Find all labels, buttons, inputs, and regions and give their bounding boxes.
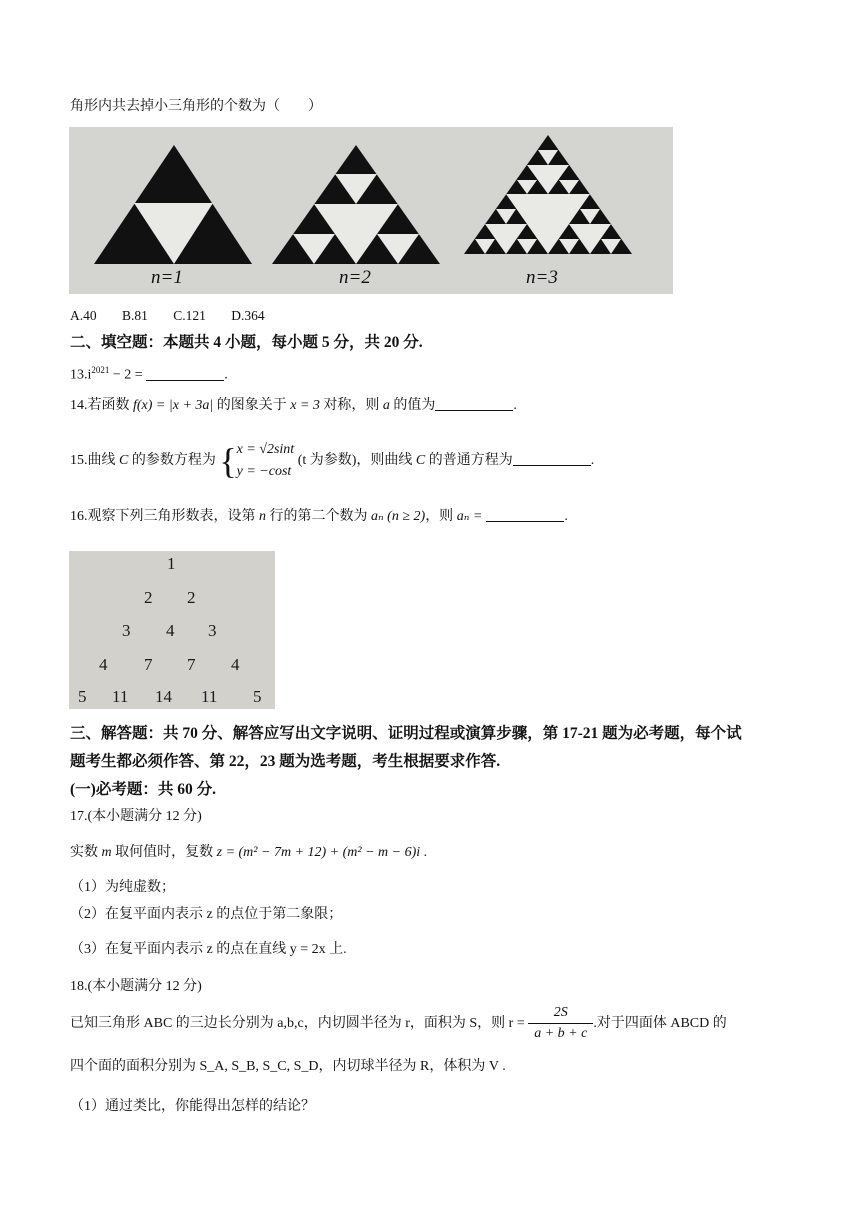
q18-frac-den: a + b + c [534,1026,588,1042]
q14-mid: 的图象关于 [213,398,291,413]
q14-prefix: 14.若函数 [70,398,133,413]
q16-an2: aₙ = [456,509,483,524]
option-b: B.81 [122,308,148,323]
q14-f: f [133,398,137,413]
q15-mid2: ，则曲线 [356,453,416,469]
q18-line1 [70,1003,727,1045]
q17-stem-mid: 取何值时，复数 [111,845,217,860]
q15-param: (t 为参数) [297,453,357,469]
q15-C2: C [415,453,426,469]
q16-answer-blank[interactable] [486,507,564,522]
q15-brace: { [219,441,237,481]
q16-end: . [564,509,568,524]
q14-var: a [382,398,390,413]
q13-number: 13. [70,367,88,383]
section3-header-line1: 三、解答题：共 70 分、解答应写出文字说明、证明过程或演算步骤，第 17-21 题为必考题，每个试 [70,725,742,742]
table-cell: 4 [231,655,240,674]
option-d: D.364 [231,308,265,323]
q14: 14.若函数 f(x) = |x + 3a| 的图象关于 x = 3 对称，则 a 的值为 . [70,398,517,413]
table-cell: 4 [99,655,108,674]
q17-m: m [101,845,112,860]
q18-line1-b: .对于四面体 ABCD 的 [593,1016,727,1031]
triangle-n1 [94,145,252,264]
table-cell: 5 [78,687,87,706]
q18-fraction [528,1003,593,1044]
q17-part2: （2）在复平面内表示 z 的点位于第二象限； [70,907,343,922]
q13-rest: − 2 = [109,367,147,383]
q15-eq2: y = −cost [236,464,292,479]
q17-part3: （3）在复平面内表示 z 的点在直线 y = 2x 上. [70,942,347,957]
table-cell: 7 [144,655,153,674]
sierpinski-figure [69,127,673,294]
q18-line1-a: 已知三角形 ABC 的三边长分别为 a,b,c，内切圆半径为 r，面积为 S，则 r = [70,1016,525,1031]
q16 [70,507,568,527]
number-triangle-photo [69,551,275,709]
q17-stem [70,843,427,863]
q13-exponent: 2021 [91,365,110,375]
q17-part1: （1）为纯虚数； [70,880,175,895]
q17-expression: z = (m² − 7m + 12) + (m² − m − 6)i [216,845,421,860]
label-n1: n=1 [151,267,183,288]
table-cell: 5 [253,687,262,706]
q17-title: 17.(本小题满分 12 分) [70,809,202,824]
q15-prefix: 15.曲线 [70,453,119,469]
required-header: (一)必考题：共 60 分. [70,781,216,798]
table-cell: 3 [122,621,131,640]
q14-condition: x = 3 [290,398,320,413]
table-cell: 11 [112,687,129,706]
q15-end: 的普通方程为 [425,453,513,469]
option-c: C.121 [173,308,206,323]
q16-text3: ，则 [425,509,457,524]
table-cell: 2 [144,588,153,607]
q14-mid2: 对称，则 [319,398,383,413]
q16-text2: 行的第二个数为 [266,509,371,524]
option-a: A.40 [70,308,97,323]
q16-n: n [259,509,266,524]
q15-answer-blank[interactable] [513,451,591,466]
q15-system [237,439,295,483]
q16-text1: 16.观察下列三角形数表，设第 [70,509,259,524]
q14-answer-blank[interactable] [435,396,513,411]
q15-eq1: x = √2sint [236,442,295,457]
table-cell: 11 [201,687,218,706]
q13: $13.i^{2021} - 2$ = . [70,365,228,383]
q15-C: C [119,453,129,469]
triangle-n3 [464,135,632,254]
table-cell: 14 [155,687,172,706]
q16-an: aₙ (n ≥ 2) [371,509,426,524]
q15: 15.曲线 C 的参数方程为 { x = √2sint y = −cost (t 为参数)，则曲线 C 的普通方程为 . [70,441,595,481]
q17-stem-prefix: 实数 [70,845,102,860]
triangle-n2 [272,145,440,264]
q14-function: (x) = |x + 3a| [136,398,214,413]
q12-tail-text: 角形内共去掉小三角形的个数为（ ） [70,99,322,114]
section2-header: 二、填空题：本题共 4 小题，每小题 5 分，共 20 分. [70,334,423,351]
table-cell: 7 [187,655,196,674]
table-cell: 4 [166,621,175,640]
q18-frac-num: 2S [528,1003,593,1024]
section3-header-line2: 题考生都必须作答、第 22，23 题为选考题，考生根据要求作答. [70,753,501,770]
q18-line2: 四个面的面积分别为 S_A, S_B, S_C, S_D，内切球半径为 R，体积为 V . [70,1059,506,1074]
q14-end: 的值为 [389,398,436,413]
table-cell: 2 [187,588,196,607]
label-n2: n=2 [339,267,371,288]
table-cell: 3 [208,621,217,640]
q18-title: 18.(本小题满分 12 分) [70,979,202,994]
q15-mid: 的参数方程为 [128,453,216,469]
q12-options [70,306,265,326]
q13-base: i [87,367,92,383]
q18-part1: （1）通过类比，你能得出怎样的结论？ [70,1099,315,1114]
q17-stem-end: . [420,845,428,860]
q13-answer-blank[interactable] [146,366,224,381]
table-cell: 1 [167,554,176,573]
label-n3: n=3 [526,267,558,288]
